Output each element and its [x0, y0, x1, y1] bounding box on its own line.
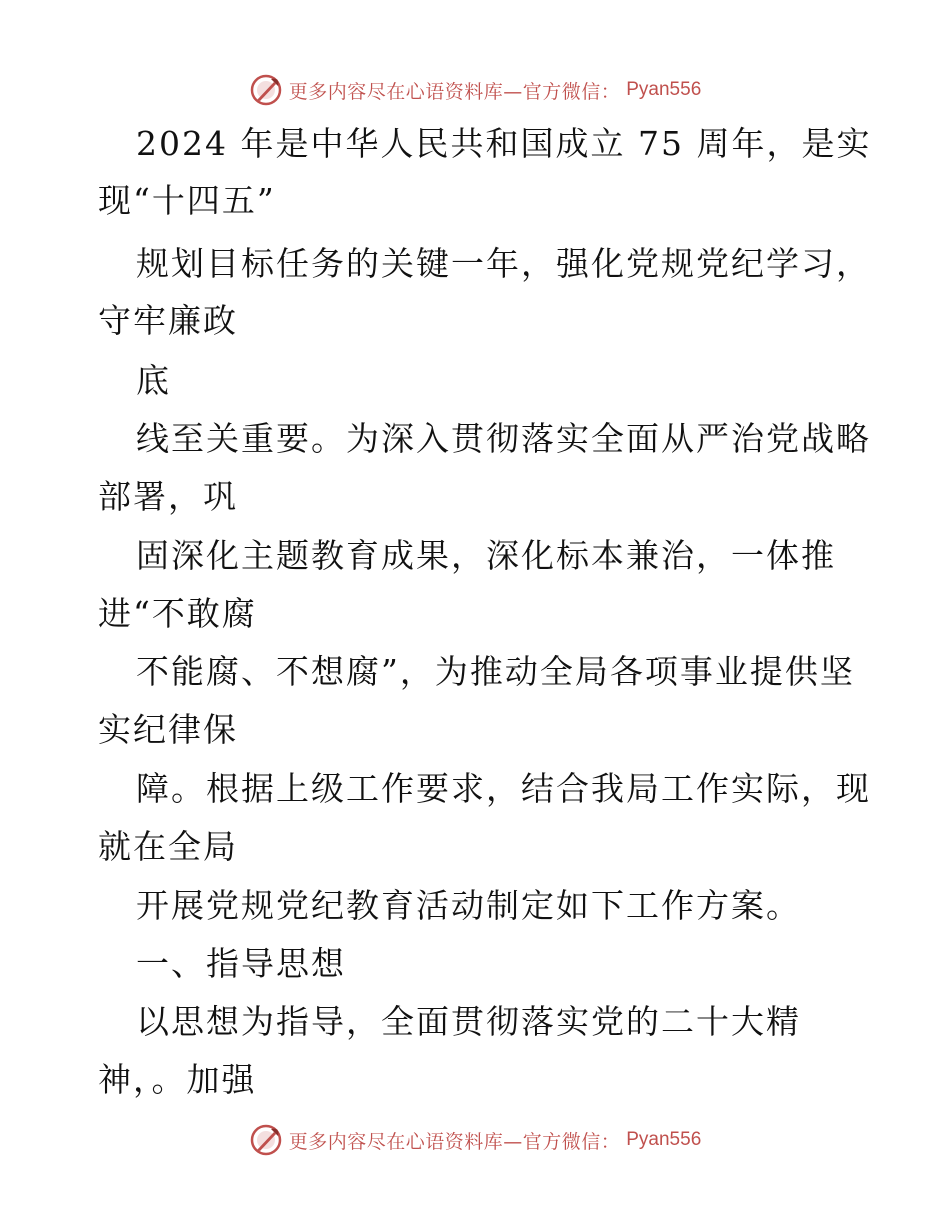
- text-line: 部署，巩: [98, 477, 238, 516]
- text-line: 障。根据上级工作要求，结合我局工作实际，现: [136, 769, 871, 808]
- quill-seal-icon: [249, 73, 283, 107]
- section-heading: 一、指导思想: [136, 944, 346, 983]
- watermark-wechat-id: Pyan556: [626, 79, 702, 100]
- text-line: 以思想为指导，全面贯彻落实党的二十大精: [136, 1002, 801, 1041]
- watermark-banner-top: [0, 70, 950, 110]
- watermark-text: 更多内容尽在心语资料库—官方微信：: [288, 80, 621, 103]
- text-line: 实纪律保: [98, 710, 238, 749]
- watermark-text: 更多内容尽在心语资料库—官方微信：: [288, 1130, 621, 1153]
- text-line: 现“十四五”: [98, 181, 276, 220]
- watermark-banner-bottom: [0, 1120, 950, 1160]
- text-line: 不能腐、不想腐”，为推动全局各项事业提供坚: [136, 652, 855, 691]
- text-line: 神，。加强: [98, 1060, 257, 1099]
- text-line: 进“不敢腐: [98, 594, 257, 633]
- text-line: 开展党规党纪教育活动制定如下工作方案。: [136, 886, 801, 925]
- text-line: 规划目标任务的关键一年，强化党规党纪学习，: [136, 244, 871, 283]
- text-line: 守牢廉政: [98, 301, 238, 340]
- text-line: 2024 年是中华人民共和国成立 75 周年，是实: [136, 124, 872, 163]
- quill-seal-icon: [249, 1123, 283, 1157]
- watermark-wechat-id: Pyan556: [626, 1129, 702, 1150]
- text-line: 固深化主题教育成果，深化标本兼治，一体推: [136, 536, 836, 575]
- text-line: 线至关重要。为深入贯彻落实全面从严治党战略: [136, 419, 871, 458]
- text-line: 就在全局: [98, 827, 238, 866]
- text-line: 底: [136, 361, 171, 400]
